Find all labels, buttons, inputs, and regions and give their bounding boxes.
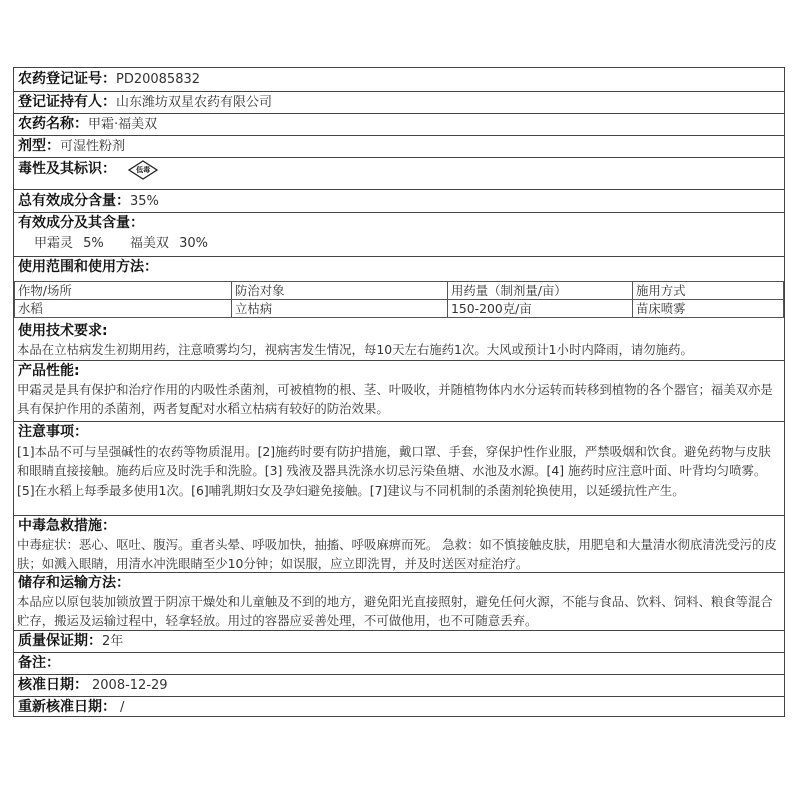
total-content-label: 总有效成分含量： [18, 193, 130, 209]
reapproval-date-label: 重新核准日期： [18, 699, 116, 715]
table-cell: 立枯病 [232, 300, 448, 318]
pesticide-name-value: 甲霜·福美双 [88, 117, 158, 132]
pesticide-name-label: 农药名称： [18, 116, 88, 132]
usage-table [14, 281, 784, 318]
first-aid-text: 中毒症状：恶心、呕吐、腹泻。重者头晕、呼吸加快，抽搐、呼吸麻痹而死。 急救：如不慎接触皮肤，用肥皂和大量清水彻底清洗受污的皮肤；如溅入眼睛，用清水冲洗眼睛至少10分钟；如误服，应立即洗胃，并及时送医对症治疗。 [17, 537, 777, 572]
ingredients-list [34, 234, 780, 254]
table-header-cell: 用药量（制剂量/亩） [448, 282, 633, 300]
formulation-row [18, 136, 780, 157]
ingredient-amount: 30% [179, 236, 208, 251]
remarks-row [18, 653, 780, 674]
ingredient-name: 甲霜灵 [34, 236, 74, 251]
technical-text: 本品在立枯病发生初期用药，注意喷雾均匀，视病害发生情况，每10天左右施药1次。大风或预计1小时内降雨，请勿施药。 [17, 342, 693, 357]
table-header-cell: 作物/场所 [15, 282, 232, 300]
low-toxicity-badge-icon [128, 160, 158, 180]
registration-no-value: PD20085832 [116, 72, 201, 87]
divider [14, 189, 784, 190]
performance-text: 甲霜灵是具有保护和治疗作用的内吸性杀菌剂，可被植物的根、茎、叶吸收，并随植物体内水分运转而转移到植物的各个器官；福美双亦是具有保护作用的杀菌剂，两者复配对水稻立枯病有较好的防治效果。 [17, 382, 773, 417]
divider [14, 360, 784, 361]
registration-no-label: 农药登记证号： [18, 71, 116, 87]
toxicity-label: 毒性及其标识： [18, 161, 116, 177]
reapproval-date-row [18, 697, 780, 717]
divider [14, 515, 784, 516]
warranty-row [18, 631, 780, 652]
reapproval-date-value: / [120, 700, 125, 715]
table-cell: 水稻 [15, 300, 232, 318]
holder-value: 山东潍坊双星农药有限公司 [116, 95, 273, 110]
warranty-label: 质量保证期： [18, 633, 102, 649]
usage-label: 使用范围和使用方法： [18, 259, 158, 275]
holder-label: 登记证持有人： [18, 94, 116, 110]
formulation-value: 可湿性粉剂 [60, 139, 126, 154]
approval-date-value: 2008-12-29 [92, 678, 168, 693]
ingredient-amount: 5% [83, 236, 104, 251]
toxicity-row [18, 158, 780, 181]
warranty-value: 2年 [102, 634, 124, 649]
performance-label: 产品性能: [18, 363, 80, 379]
ingredients-label-row [18, 213, 780, 234]
first-aid-label: 中毒急救措施： [18, 518, 116, 534]
remarks-label: 备注： [18, 655, 60, 671]
total-content-value: 35% [130, 194, 159, 209]
toxicity-badge-text: 低毒 [136, 165, 151, 174]
registration-no-row [18, 69, 780, 90]
pesticide-name-row [18, 114, 780, 135]
precautions-label: 注意事项： [18, 424, 88, 440]
storage-label: 储存和运输方法： [18, 575, 130, 591]
total-content-row [18, 191, 780, 212]
ingredient-name: 福美双 [129, 236, 169, 251]
table-header-row [15, 282, 784, 300]
approval-date-row [18, 675, 780, 696]
registration-card [13, 67, 785, 717]
table-cell: 苗床喷雾 [633, 300, 784, 318]
table-header-cell: 施用方式 [633, 282, 784, 300]
table-header-cell: 防治对象 [232, 282, 448, 300]
storage-text: 本品应以原包装加锁放置于阴凉干燥处和儿童触及不到的地方，避免阳光直接照射，避免任何火源，不能与食品、饮料、饲料、粮食等混合贮存，搬运及运输过程中，轻拿轻放。用过的容器应妥善处理，不可做他用，也不可随意丢弃。 [17, 594, 773, 629]
holder-row [18, 92, 780, 113]
approval-date-label: 核准日期： [18, 677, 88, 693]
ingredients-label: 有效成分及其含量： [18, 215, 144, 231]
divider [14, 421, 784, 422]
technical-label: 使用技术要求: [18, 323, 108, 339]
formulation-label: 剂型： [18, 138, 60, 154]
table-cell: 150-200克/亩 [448, 300, 633, 318]
table-row [15, 300, 784, 318]
precautions-text: [1]本品不可与呈强碱性的农药等物质混用。[2]施药时要有防护措施，戴口罩、手套，穿保护性作业服，严禁吸烟和饮食。避免药物与皮肤和眼睛直接接触。施药后应及时洗手和洗脸。[3] 残液及器具洗涤水切忌污染鱼塘、水池及水源。[4] 施药时应注意叶面、叶背均匀喷雾。[5]在水稻上每季最多使用1次。[6]哺乳期妇女及孕妇避免接触。[7]建议与不同机制的杀菌剂轮换使用，以延缓抗性产生。 [17, 444, 771, 498]
